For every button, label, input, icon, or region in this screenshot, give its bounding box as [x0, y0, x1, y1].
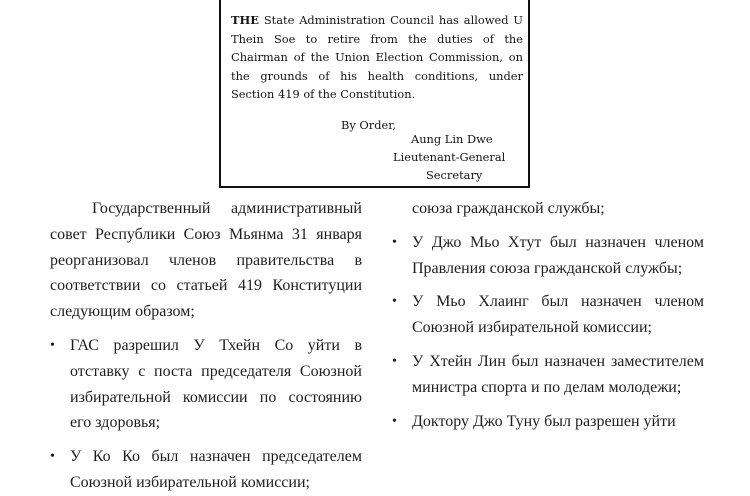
- list-item-text: У Хтейн Лин был назначен заместителем министра спорта и по делам молодежи;: [412, 352, 704, 396]
- announcement-lead-word: THE: [231, 13, 259, 27]
- continuation-text: союза гражданской службы;: [412, 200, 605, 217]
- signatory-rank: Lieutenant-General: [393, 150, 506, 164]
- list-item-text: Доктору Джо Туну был разрешен уйти: [412, 412, 676, 430]
- bullet-icon: •: [392, 234, 397, 250]
- left-text-column: [50, 196, 362, 496]
- by-order-line: By Order,: [341, 118, 397, 132]
- list-item: [392, 349, 704, 401]
- list-item: [392, 409, 704, 435]
- bullet-icon: •: [392, 413, 397, 429]
- signatory-title: Secretary: [426, 168, 483, 182]
- list-item-text: ГАС разрешил У Тхейн Со уйти в отставку с поста председателя Союзной избирательной комиссии по состоянию его здоровья;: [70, 336, 362, 432]
- list-item-text: У Ко Ко был назначен председателем Союзной избирательной комиссии;: [70, 448, 362, 491]
- right-text-column: [392, 196, 704, 434]
- bullet-icon: •: [50, 337, 55, 353]
- bullet-icon: •: [392, 353, 397, 369]
- list-item: [50, 444, 362, 496]
- list-item: [392, 289, 704, 341]
- list-item: [50, 333, 362, 436]
- bullet-icon: •: [50, 449, 55, 465]
- list-item-text: У Мьо Хлаинг был назначен членом Союзной избирательной комиссии;: [412, 293, 704, 337]
- announcement-text: [231, 11, 523, 104]
- bullet-icon: •: [392, 294, 397, 310]
- list-item: [392, 230, 704, 282]
- signatory-name: Aung Lin Dwe: [411, 132, 493, 146]
- announcement-body: State Administration Council has allowed U Thein Soe to retire from the duties of the Chairman of the Union Election Commission, on the grounds of his health conditions, under Section 419 of the Constitution.: [231, 13, 523, 102]
- intro-paragraph: Государственный административный совет Республики Союз Мьянма 31 января реорганизовал членов правительства в соответствии со статьей 419 Конституции следующим образом;: [50, 200, 362, 321]
- english-announcement-clipping: [219, 0, 530, 188]
- list-item-text: У Джо Мьо Хтут был назначен членом Правления союза гражданской службы;: [412, 233, 704, 277]
